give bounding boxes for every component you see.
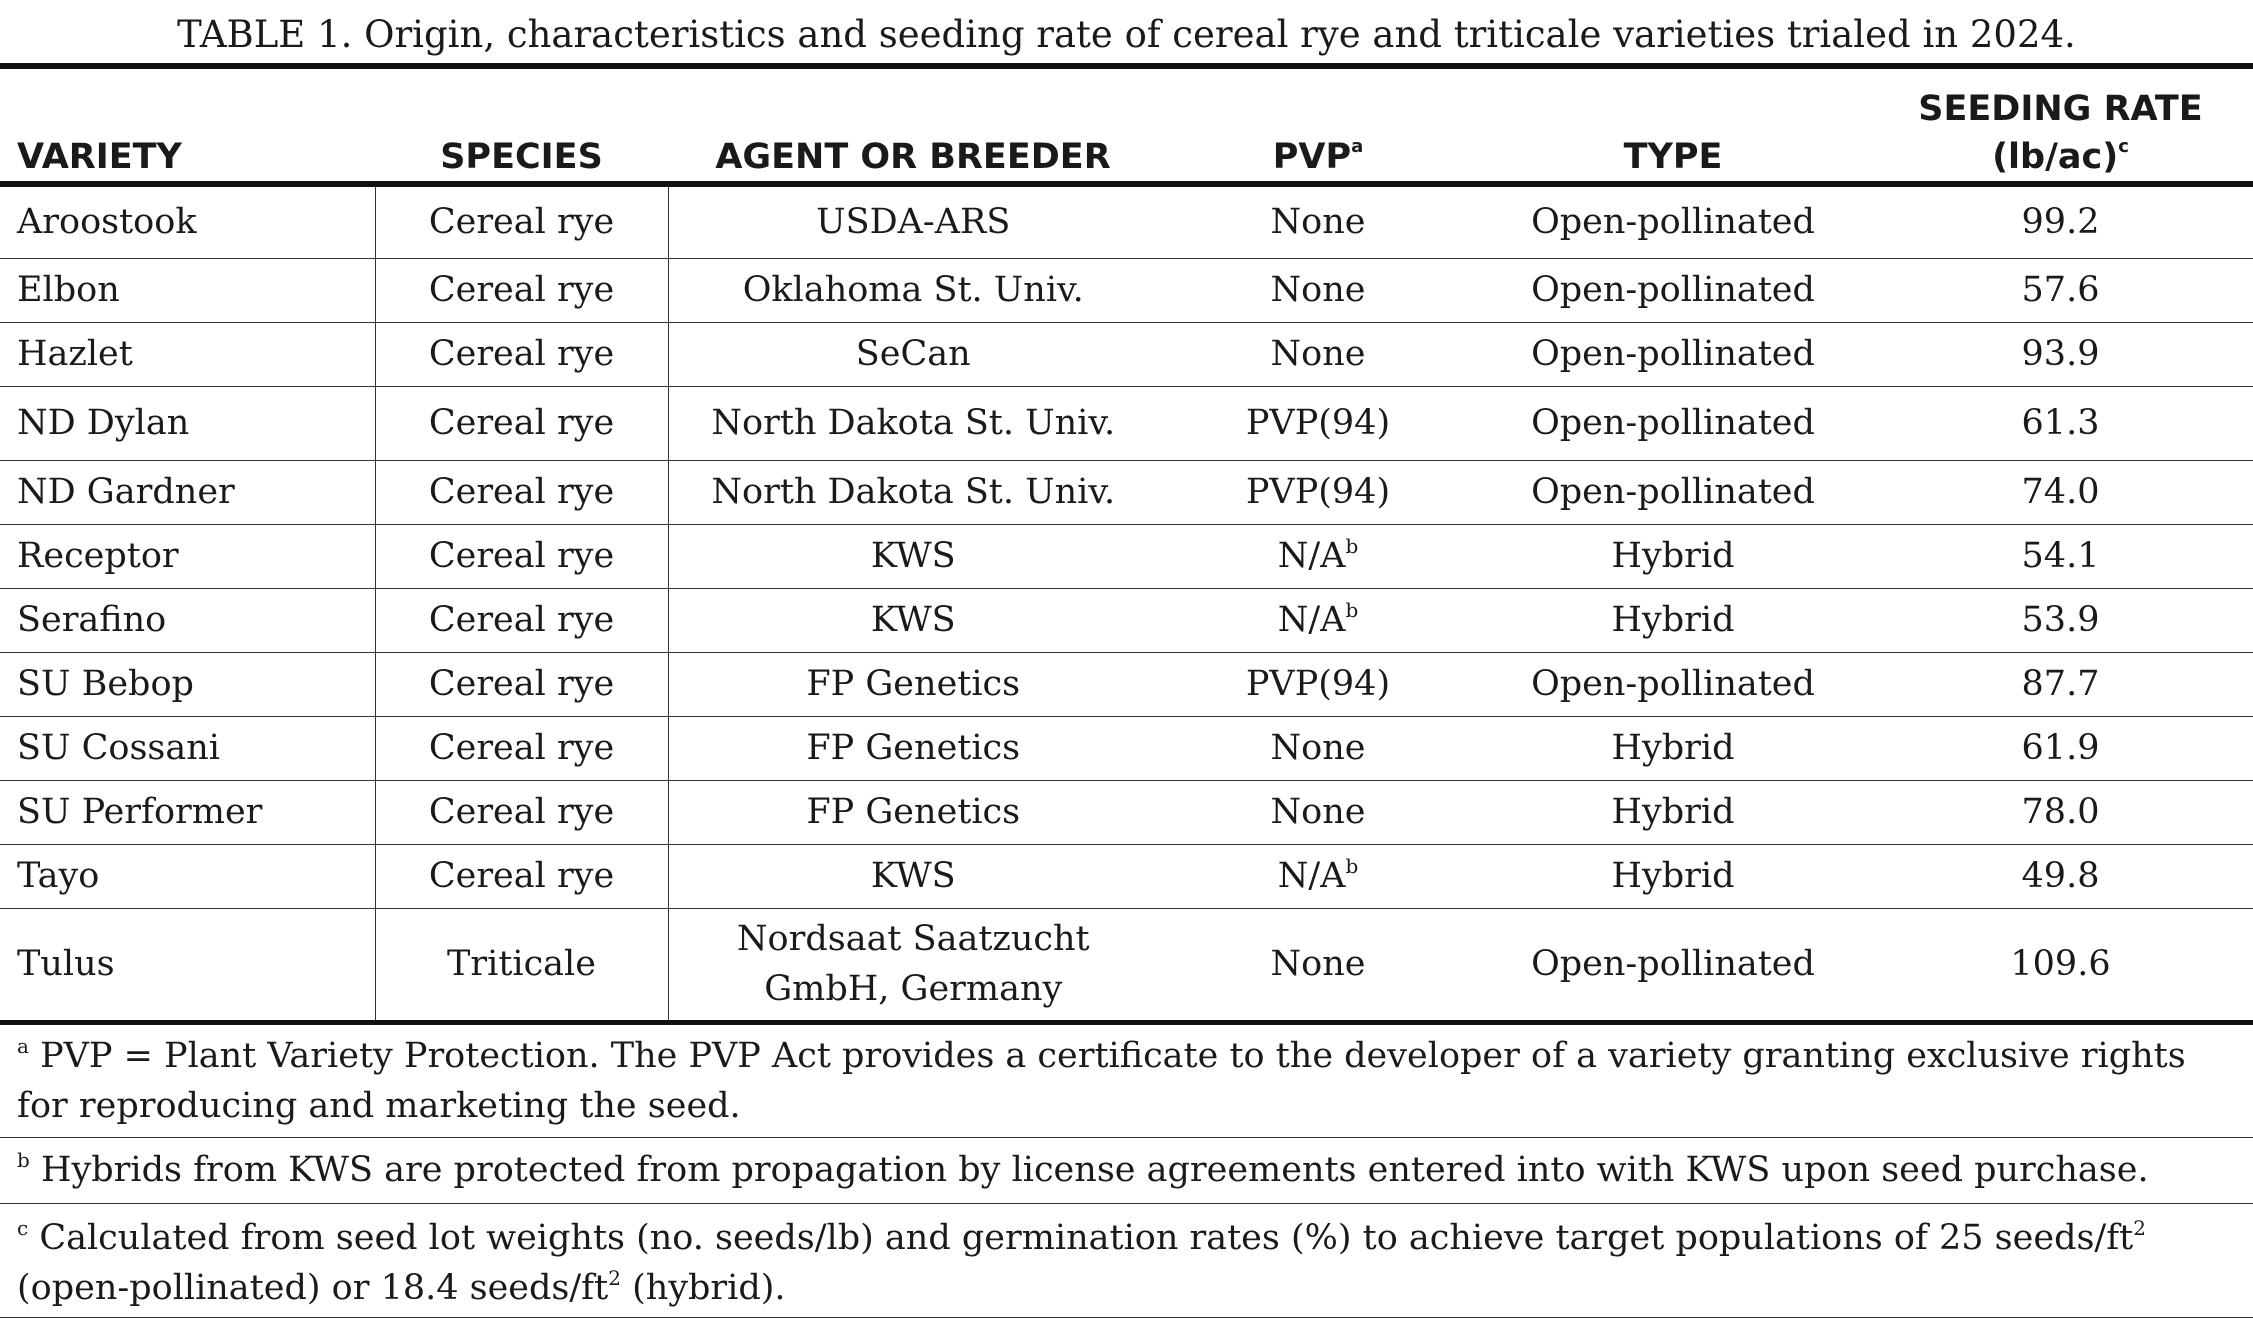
footnote-a-text: PVP = Plant Variety Protection. The PVP Act provides a certificate to the developer of a variety granting exclusive rights for reproducing and marketing the seed. <box>17 1036 2186 1126</box>
cell-seeding-rate: 61.9 <box>1868 716 2253 780</box>
cell-variety: Serafino <box>0 588 375 652</box>
cell-type: Open-pollinated <box>1478 652 1868 716</box>
cell-pvp <box>1158 908 1478 1022</box>
header-seeding-unit: (lb/ac) <box>1992 137 2119 177</box>
table-caption: TABLE 1. Origin, characteristics and seeding rate of cereal rye and triticale varieties trialed in 2024. <box>177 13 2076 56</box>
header-seeding-line1: SEEDING RATE <box>1918 89 2203 129</box>
footnote-b <box>0 1138 2253 1204</box>
cell-agent-line1: Nordsaat Saatzucht <box>736 919 1090 959</box>
footnote-c-text-2: (open-pollinated) or 18.4 seeds/ft <box>17 1268 609 1308</box>
cell-variety: Aroostook <box>0 184 375 258</box>
cell-species: Triticale <box>375 908 668 1022</box>
footnote-c <box>0 1204 2253 1318</box>
cell-agent-line1: North Dakota St. Univ. <box>711 403 1116 443</box>
table-row <box>0 322 2253 386</box>
header-variety: VARIETY <box>0 66 375 184</box>
cell-seeding-rate: 99.2 <box>1868 184 2253 258</box>
footnotes <box>0 1022 2253 1318</box>
cell-agent-line1: North Dakota St. Univ. <box>711 472 1116 512</box>
cell-agent-line1: KWS <box>870 536 956 576</box>
header-pvp <box>1158 66 1478 184</box>
cell-seeding-rate: 93.9 <box>1868 322 2253 386</box>
cell-pvp-value: N/A <box>1277 536 1346 576</box>
cell-species: Cereal rye <box>375 524 668 588</box>
cell-pvp <box>1158 652 1478 716</box>
header-seeding-rate <box>1868 66 2253 184</box>
cell-type: Open-pollinated <box>1478 322 1868 386</box>
cell-agent <box>668 780 1158 844</box>
cell-pvp-value: N/A <box>1277 600 1346 640</box>
cell-species: Cereal rye <box>375 258 668 322</box>
cell-type: Open-pollinated <box>1478 258 1868 322</box>
header-seeding-footnote-mark: c <box>2118 136 2129 157</box>
cell-agent <box>668 844 1158 908</box>
footnote-c-text-1: Calculated from seed lot weights (no. seeds/lb) and germination rates (%) to achieve target populations of 25 seeds/ft <box>39 1218 2134 1258</box>
footnote-b-mark: b <box>17 1148 30 1172</box>
cell-species: Cereal rye <box>375 716 668 780</box>
cell-variety: SU Cossani <box>0 716 375 780</box>
cell-pvp <box>1158 460 1478 524</box>
cell-variety: Receptor <box>0 524 375 588</box>
cell-type: Open-pollinated <box>1478 386 1868 460</box>
cell-agent <box>668 524 1158 588</box>
cell-seeding-rate: 53.9 <box>1868 588 2253 652</box>
cell-agent-line1: FP Genetics <box>806 728 1021 768</box>
cell-pvp <box>1158 780 1478 844</box>
table-row <box>0 716 2253 780</box>
header-agent: AGENT OR BREEDER <box>668 66 1158 184</box>
footnote-c-mark: c <box>17 1216 29 1240</box>
footnote-a-mark: a <box>17 1034 29 1058</box>
cell-type: Hybrid <box>1478 844 1868 908</box>
cell-agent-line1: KWS <box>870 856 956 896</box>
cell-type: Open-pollinated <box>1478 184 1868 258</box>
header-row <box>0 66 2253 184</box>
cell-agent <box>668 322 1158 386</box>
cell-seeding-rate: 87.7 <box>1868 652 2253 716</box>
variety-table <box>0 63 2253 1025</box>
cell-species: Cereal rye <box>375 844 668 908</box>
table-row <box>0 524 2253 588</box>
cell-pvp-value: PVP(94) <box>1245 403 1391 443</box>
cell-seeding-rate: 49.8 <box>1868 844 2253 908</box>
footnote-c-sup-2: 2 <box>608 1266 621 1290</box>
cell-pvp-value: None <box>1270 202 1366 243</box>
cell-pvp <box>1158 588 1478 652</box>
table-row <box>0 844 2253 908</box>
cell-species: Cereal rye <box>375 652 668 716</box>
cell-type: Hybrid <box>1478 780 1868 844</box>
cell-agent-line1: USDA-ARS <box>816 202 1011 243</box>
cell-species: Cereal rye <box>375 184 668 258</box>
cell-species: Cereal rye <box>375 322 668 386</box>
cell-pvp <box>1158 844 1478 908</box>
table-row <box>0 386 2253 460</box>
table-row <box>0 908 2253 1022</box>
cell-pvp-value: None <box>1270 270 1366 310</box>
cell-agent <box>668 908 1158 1022</box>
table-row <box>0 588 2253 652</box>
cell-agent-line1: FP Genetics <box>806 792 1021 832</box>
cell-variety: ND Gardner <box>0 460 375 524</box>
cell-variety: Tayo <box>0 844 375 908</box>
cell-type: Hybrid <box>1478 524 1868 588</box>
cell-pvp <box>1158 716 1478 780</box>
cell-agent-line1: KWS <box>870 600 956 640</box>
cell-pvp-value: None <box>1270 792 1366 832</box>
footnote-b-text: Hybrids from KWS are protected from propagation by license agreements entered into with KWS upon seed purchase. <box>40 1150 2149 1190</box>
cell-agent <box>668 716 1158 780</box>
cell-pvp <box>1158 184 1478 258</box>
cell-pvp <box>1158 258 1478 322</box>
cell-pvp-value: N/A <box>1277 856 1346 896</box>
cell-variety: Elbon <box>0 258 375 322</box>
cell-type: Hybrid <box>1478 716 1868 780</box>
cell-variety: SU Bebop <box>0 652 375 716</box>
cell-variety: ND Dylan <box>0 386 375 460</box>
footnote-c-sup-1: 2 <box>2133 1216 2146 1240</box>
cell-pvp-value: None <box>1270 334 1366 374</box>
footnote-c-text-3: (hybrid). <box>620 1268 786 1308</box>
cell-agent-line1: FP Genetics <box>806 664 1021 704</box>
table-row <box>0 258 2253 322</box>
cell-agent <box>668 386 1158 460</box>
table-body <box>0 184 2253 1022</box>
cell-species: Cereal rye <box>375 780 668 844</box>
cell-agent <box>668 460 1158 524</box>
cell-agent <box>668 184 1158 258</box>
table-row <box>0 652 2253 716</box>
header-seeding-line2 <box>1868 133 2253 181</box>
footnote-a <box>0 1022 2253 1138</box>
header-species: SPECIES <box>375 66 668 184</box>
cell-pvp-value: None <box>1270 944 1366 984</box>
cell-agent <box>668 588 1158 652</box>
cell-seeding-rate: 78.0 <box>1868 780 2253 844</box>
cell-variety: Tulus <box>0 908 375 1022</box>
cell-variety: Hazlet <box>0 322 375 386</box>
cell-seeding-rate: 61.3 <box>1868 386 2253 460</box>
cell-seeding-rate: 57.6 <box>1868 258 2253 322</box>
cell-type: Open-pollinated <box>1478 908 1868 1022</box>
cell-species: Cereal rye <box>375 386 668 460</box>
cell-type: Hybrid <box>1478 588 1868 652</box>
cell-seeding-rate: 54.1 <box>1868 524 2253 588</box>
cell-agent <box>668 258 1158 322</box>
cell-species: Cereal rye <box>375 588 668 652</box>
cell-pvp-value: PVP(94) <box>1245 664 1391 704</box>
cell-pvp-footnote-mark: b <box>1345 598 1359 622</box>
cell-pvp-footnote-mark: b <box>1345 854 1359 878</box>
cell-variety: SU Performer <box>0 780 375 844</box>
cell-agent-line2: GmbH, Germany <box>764 969 1063 1009</box>
cell-pvp <box>1158 386 1478 460</box>
cell-pvp-footnote-mark: b <box>1345 534 1359 558</box>
cell-pvp-value: PVP(94) <box>1245 472 1391 512</box>
table-row <box>0 184 2253 258</box>
cell-species: Cereal rye <box>375 460 668 524</box>
cell-agent-line1: SeCan <box>855 334 971 374</box>
cell-pvp <box>1158 322 1478 386</box>
cell-seeding-rate: 74.0 <box>1868 460 2253 524</box>
header-pvp-footnote-mark: a <box>1351 136 1364 157</box>
table-row <box>0 460 2253 524</box>
header-pvp-label: PVP <box>1272 137 1352 177</box>
table-row <box>0 780 2253 844</box>
cell-agent-line1: Oklahoma St. Univ. <box>742 270 1084 310</box>
cell-type: Open-pollinated <box>1478 460 1868 524</box>
cell-seeding-rate: 109.6 <box>1868 908 2253 1022</box>
cell-pvp-value: None <box>1270 728 1366 768</box>
cell-agent <box>668 652 1158 716</box>
header-type: TYPE <box>1478 66 1868 184</box>
cell-pvp <box>1158 524 1478 588</box>
